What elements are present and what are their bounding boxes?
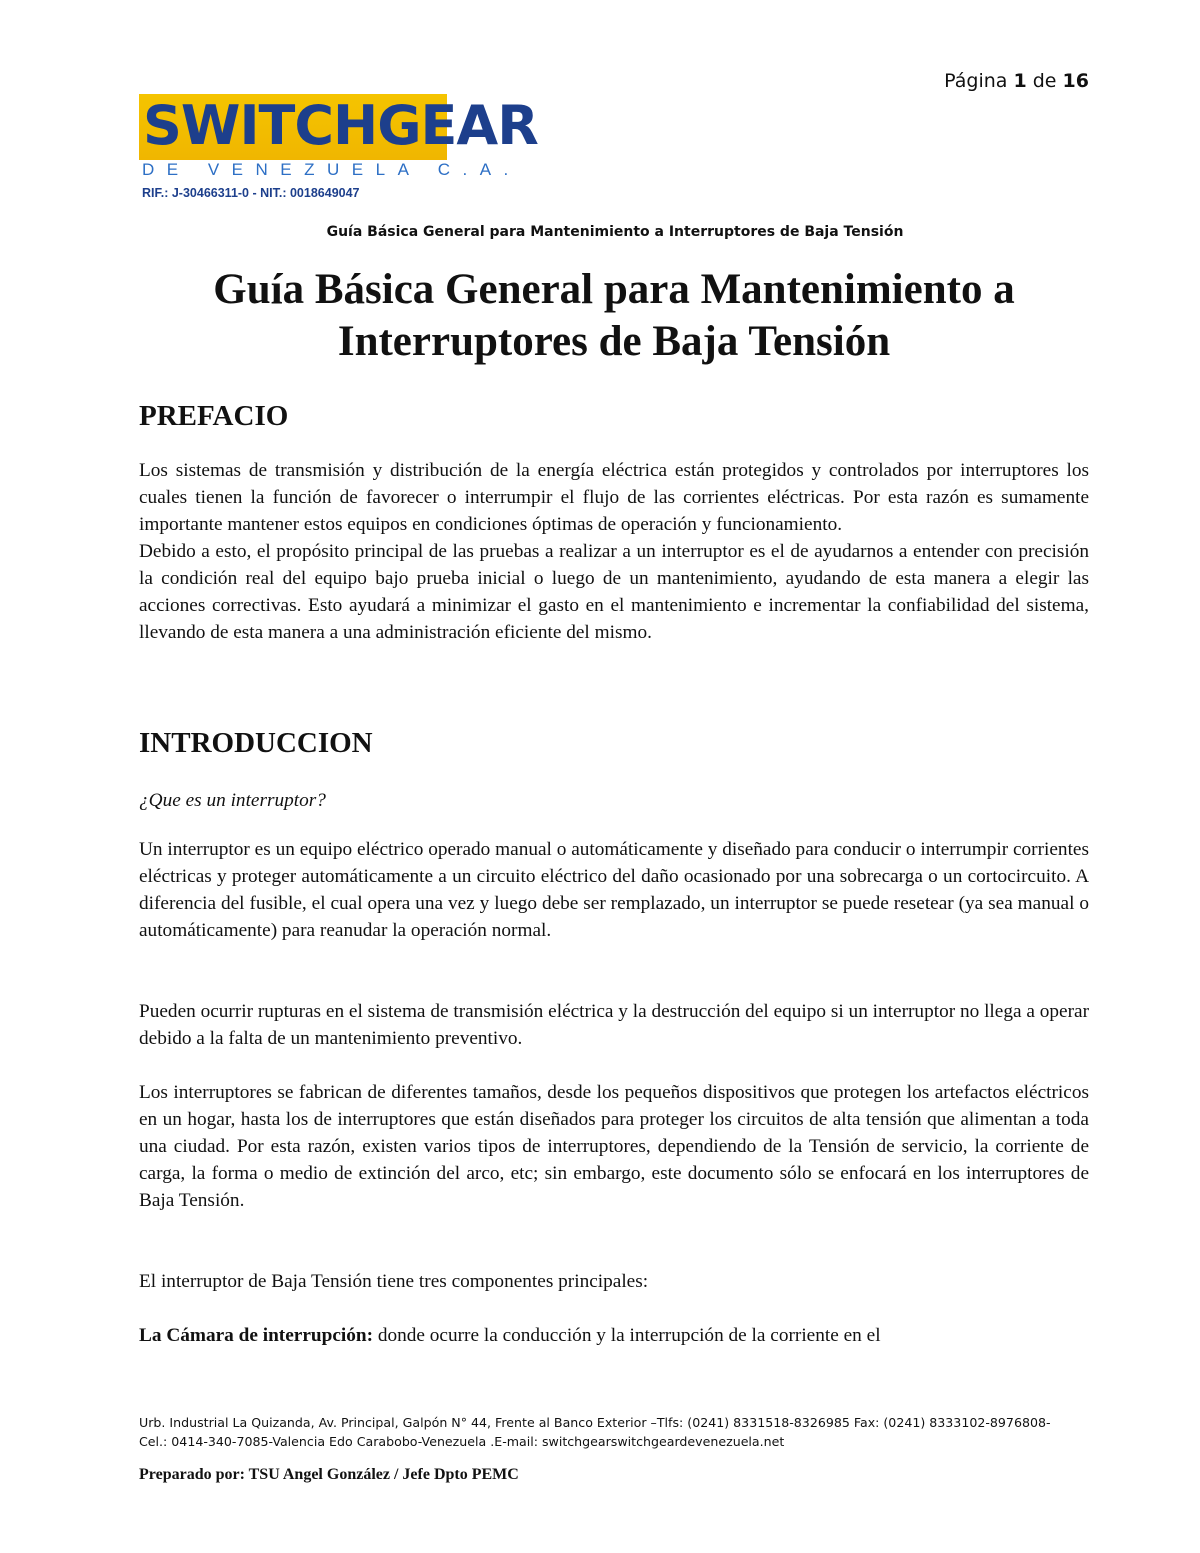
prefacio-heading: PREFACIO <box>139 400 289 432</box>
introduccion-paragraph-1: Un interruptor es un equipo eléctrico operado manual o automáticamente y diseñado para conducir o interrumpir corrientes eléctricas y proteger automáticamente a un circuito eléctrico del daño ocasionado por una sobrecarga o un cortocircuito. A diferencia del fusible, el cual opera una vez y luego debe ser remplazado, un interruptor se puede resetear (ya sea manual o automáticamente) para reanudar la operación normal. <box>139 839 1089 941</box>
page-of: de <box>1032 70 1057 92</box>
footer-address <box>139 1413 1089 1451</box>
logo-wordmark: SWITCHGEAR <box>143 94 538 157</box>
introduccion-paragraph-1-block <box>139 836 1089 944</box>
prefacio-paragraph-2: Debido a esto, el propósito principal de las pruebas a realizar a un interruptor es el de ayudarnos a entender con precisión la condición real del equipo bajo prueba inicial o luego de un mantenimiento, ayudando de esta manera a elegir las acciones correctivas. Esto ayudará a minimizar el gasto en el mantenimiento e incrementar la confiabilidad del sistema, llevando de esta manera a una administración eficiente del mismo. <box>139 541 1089 643</box>
document-title <box>139 264 1089 368</box>
prefacio-paragraph-1: Los sistemas de transmisión y distribución de la energía eléctrica están protegidos y controlados por interruptores los cuales tienen la función de favorecer o interrumpir el flujo de las corrientes eléctricas. Por esta razón es sumamente importante mantener estos equipos en condiciones óptimas de operación y funcionamiento. <box>139 460 1089 535</box>
introduccion-paragraph-2-block <box>139 998 1089 1052</box>
camara-term: La Cámara de interrupción: <box>139 1325 374 1346</box>
page-number <box>944 70 1089 92</box>
company-logo <box>139 94 538 208</box>
introduccion-paragraph-4: El interruptor de Baja Tensión tiene tres componentes principales: <box>139 1271 649 1292</box>
introduccion-paragraph-2: Pueden ocurrir rupturas en el sistema de transmisión eléctrica y la destrucción del equipo si un interruptor no llega a operar debido a la falta de un mantenimiento preventivo. <box>139 1001 1089 1049</box>
introduccion-paragraph-5 <box>139 1322 1089 1349</box>
introduccion-heading: INTRODUCCION <box>139 727 373 759</box>
footer-address-line-1: Urb. Industrial La Quizanda, Av. Principal, Galpón N° 44, Frente al Banco Exterior –Tlfs: (0241) 8331518-8326985 Fax: (0241) 8333102-8976808- <box>139 1415 1051 1430</box>
introduccion-question-block <box>139 787 1089 814</box>
camara-definition: donde ocurre la conducción y la interrupción de la corriente en el <box>373 1325 881 1346</box>
logo-banner <box>139 94 538 160</box>
prefacio-body <box>139 457 1089 646</box>
introduccion-paragraph-3: Los interruptores se fabrican de diferentes tamaños, desde los pequeños dispositivos que protegen los artefactos eléctricos en un hogar, hasta los de interruptores que están diseñados para proteger los circuitos de alta tensión que alimentan a toda una ciudad. Por esta razón, existen varios tipos de interruptores, dependiendo de la Tensión de servicio, la corriente de carga, la forma o medio de extinción del arco, etc; sin embargo, este documento sólo se enfocará en los interruptores de Baja Tensión. <box>139 1082 1089 1211</box>
running-header-title: Guía Básica General para Mantenimiento a Interruptores de Baja Tensión <box>326 224 904 240</box>
page-total: 16 <box>1062 70 1089 92</box>
footer-prepared-by: Preparado por: TSU Angel González / Jefe Dpto PEMC <box>139 1466 519 1483</box>
document-title-line-2: Interruptores de Baja Tensión <box>337 318 891 365</box>
introduccion-question: ¿Que es un interruptor? <box>139 790 326 811</box>
introduccion-paragraph-5-block <box>139 1322 1089 1349</box>
footer-address-line-2: Cel.: 0414-340-7085-Valencia Edo Carabobo-Venezuela .E-mail: switchgearswitchgeardevenezuela.net <box>139 1434 785 1449</box>
logo-rif: RIF.: J-30466311-0 - NIT.: 0018649047 <box>142 186 360 200</box>
logo-subtitle: DE VENEZUELA C.A. <box>142 160 521 179</box>
page-label: Página <box>944 70 1008 92</box>
page-current: 1 <box>1013 70 1027 92</box>
document-title-line-1: Guía Básica General para Mantenimiento a <box>213 266 1015 313</box>
introduccion-paragraph-3-block <box>139 1079 1089 1214</box>
introduccion-paragraph-4-block <box>139 1268 1089 1295</box>
